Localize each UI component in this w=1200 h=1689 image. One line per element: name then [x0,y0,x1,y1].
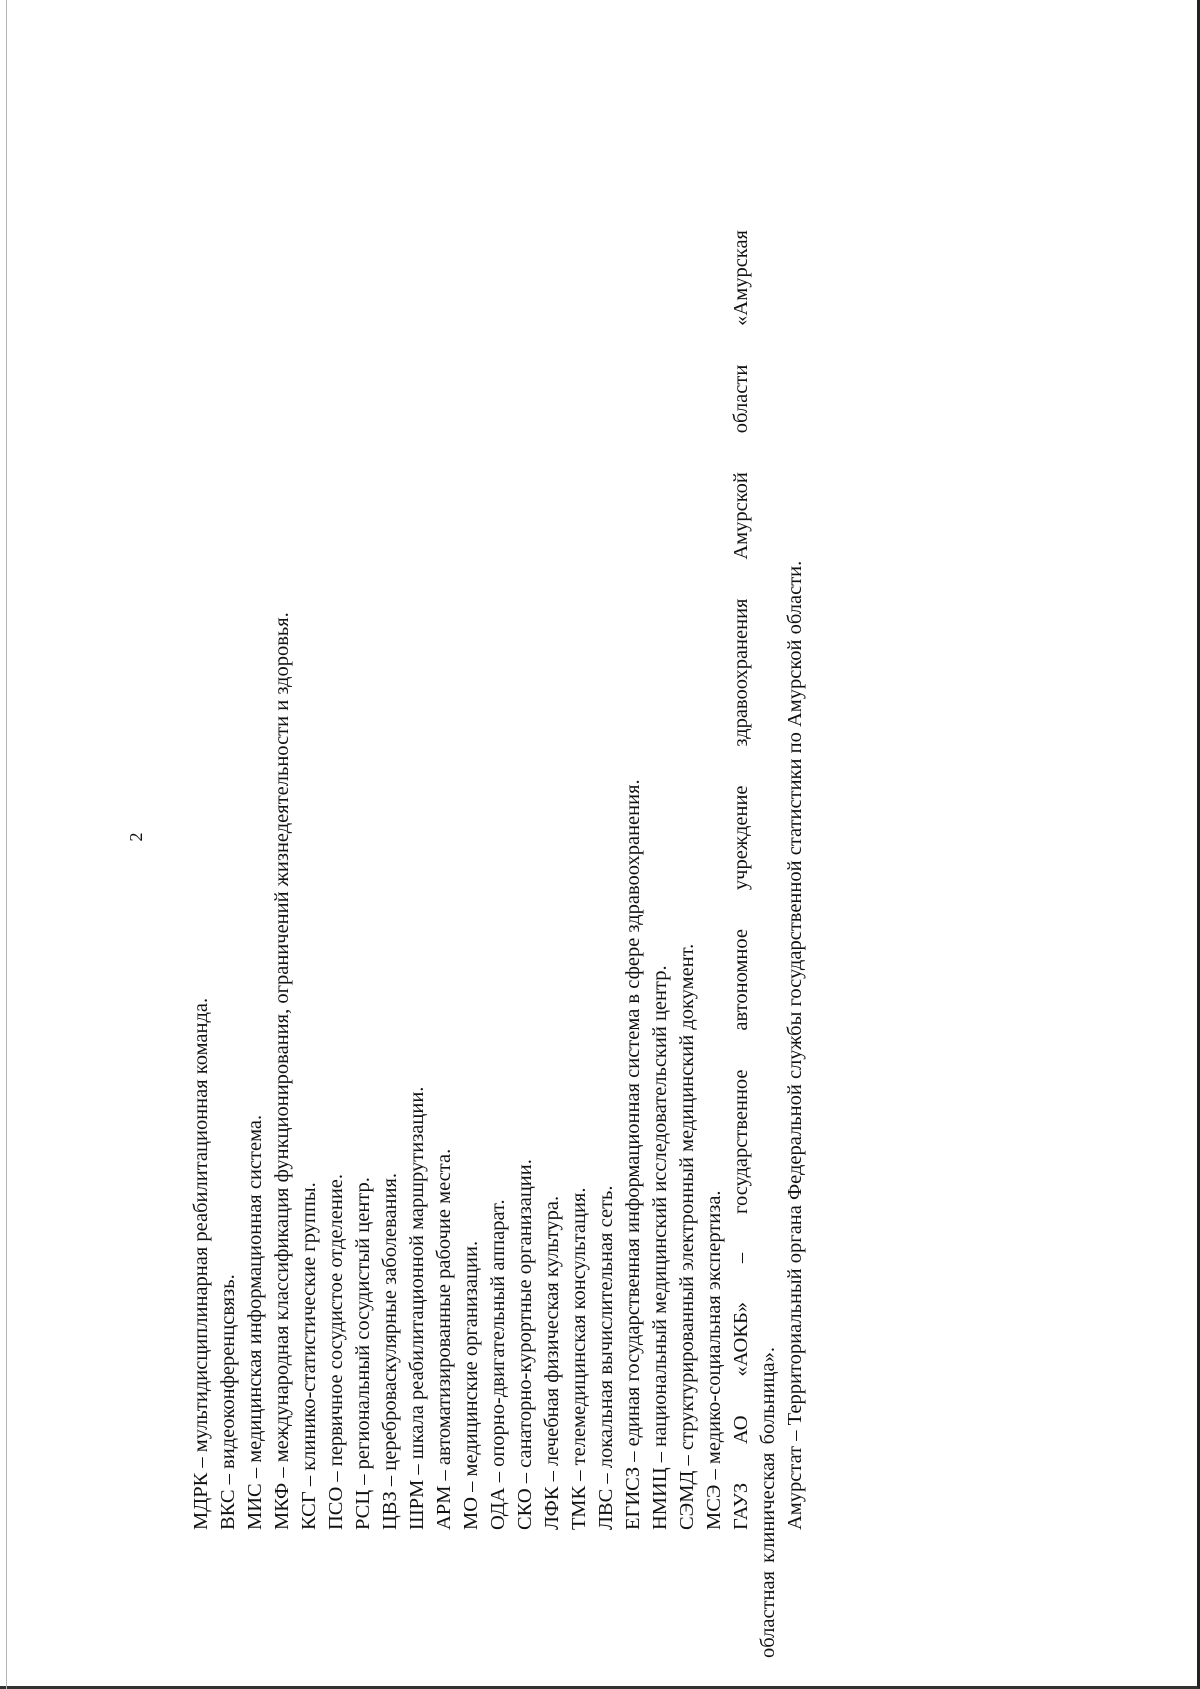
gauz-line-1: ГАУЗ АО «АОКБ» – государственное автономное учреждение здравоохранения Амурской области «Амурская [730,230,752,1530]
abbreviation-item: НМИЦ – национальный медицинский исследовательский центр. [649,965,671,1530]
abbreviation-item: ТМК – телемедицинская консультация. [568,1187,590,1530]
abbreviation-item: ВКС – видеоконференцсвязь. [217,1274,239,1530]
abbreviation-item: СКО – санаторно-курортные организации. [514,1159,536,1530]
gauz-line-2: областная клиническая больница». [757,1347,779,1658]
abbreviation-item: СЭМД – структурированный электронный медицинский документ. [676,943,698,1530]
abbreviation-item: МИС – медицинская информационная система. [244,1114,266,1530]
abbreviation-item: ЛФК – лечебная физическая культура. [541,1195,563,1530]
abbreviation-item: ПСО – первичное сосудистое отделение. [325,1173,347,1530]
page-number: 2 [126,832,146,842]
abbreviation-item: МКФ – международная классификация функционирования, ограничений жизнедеятельности и здоровья. [271,612,293,1530]
abbreviation-item: КСГ – клинико-статистические группы. [298,1182,320,1530]
abbreviation-item: АРМ – автоматизированные рабочие места. [433,1148,455,1530]
abbreviation-item: ОДА – опорно-двигательный аппарат. [487,1199,509,1530]
abbreviation-item: ЛВС – локальная вычислительная сеть. [595,1185,617,1530]
scan-left-edge [6,0,7,1689]
abbreviation-item: ЦВЗ – цереброваскулярные заболевания. [379,1172,401,1530]
abbreviation-list [188,230,809,1658]
abbreviation-item: ШРМ – шкала реабилитационной маршрутизации. [406,1086,428,1530]
abbreviation-item: МДРК – мультидисциплинарная реабилитационная команда. [190,997,212,1530]
abbreviation-item: РСЦ – региональный сосудистый центр. [352,1177,374,1530]
gauz-abbreviation-item [728,230,782,1658]
amurstat-abbreviation-item: Амурстат – Территориальный органа Федеральной службы государственной статистики по Амурской области. [784,560,806,1530]
abbreviation-item: МО – медицинские организации. [460,1240,482,1530]
abbreviation-item: МСЭ – медико-социальная экспертиза. [703,1190,725,1530]
abbreviation-item: ЕГИСЗ – единая государственная информационная система в сфере здравоохранения. [622,779,644,1530]
